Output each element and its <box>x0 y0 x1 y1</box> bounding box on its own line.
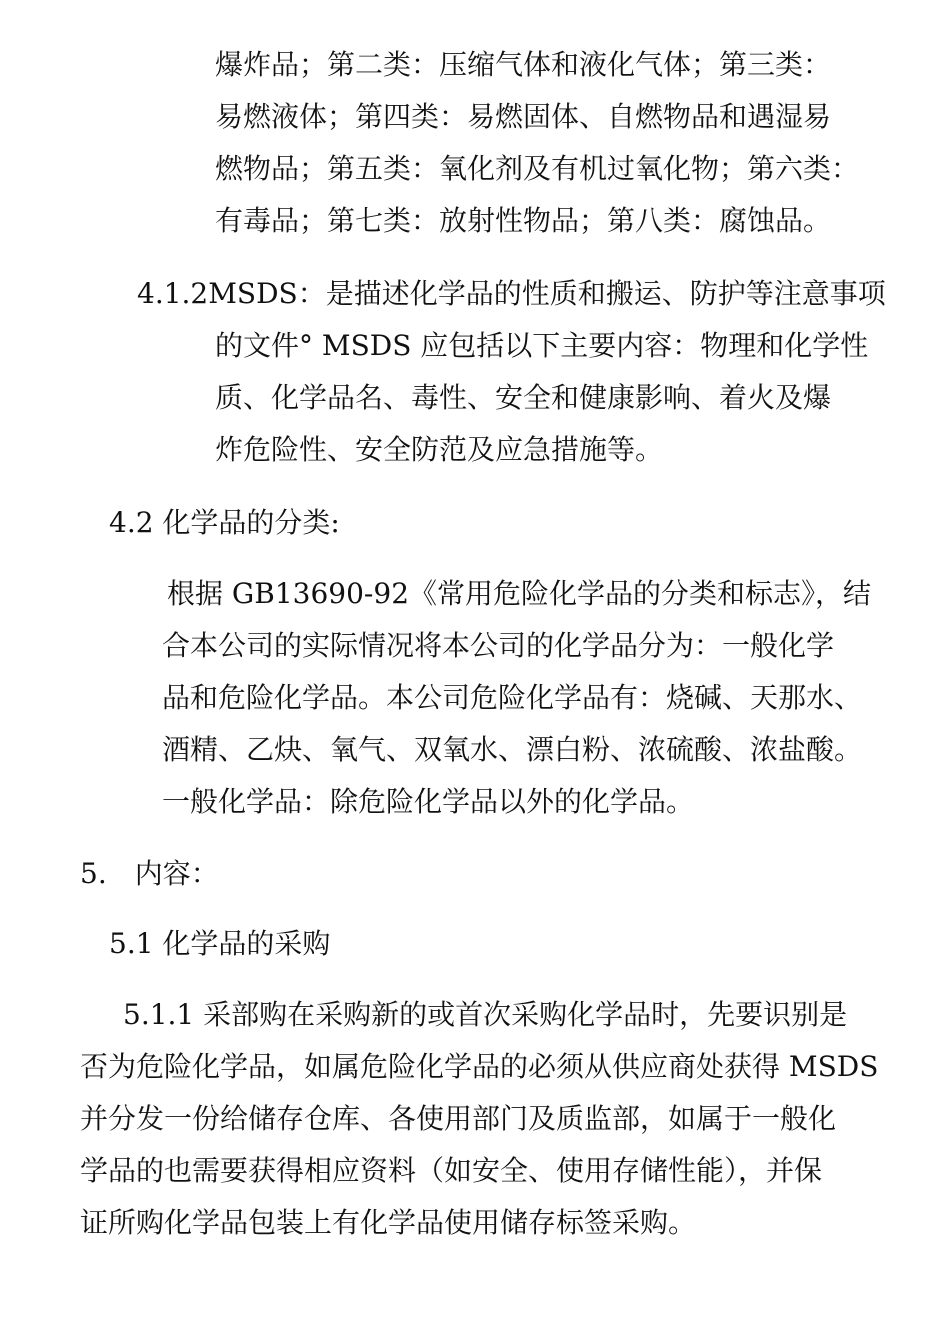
class-list-line: 易燃液体；第四类：易燃固体、自燃物品和遇湿易 <box>215 100 832 133</box>
class-list-line: 有毒品；第七类：放射性物品；第八类：腐蚀品。 <box>215 204 832 237</box>
procurement-paragraph-line: 并分发一份给储存仓库、各使用部门及质监部，如属于一般化 <box>80 1102 837 1135</box>
section-heading-5-1: 5.1 化学品的采购 <box>109 927 331 960</box>
section-heading-5: 5. 内容： <box>80 857 219 890</box>
classification-paragraph-line: 酒精、乙炔、氧气、双氧水、漂白粉、浓硫酸、浓盐酸。 <box>162 733 863 766</box>
classification-paragraph-line: 合本公司的实际情况将本公司的化学品分为：一般化学 <box>162 629 835 662</box>
msds-paragraph-line: 4.1.2MSDS：是描述化学品的性质和搬运、防护等注意事项 <box>137 277 886 310</box>
procurement-paragraph-line: 证所购化学品包装上有化学品使用储存标签采购。 <box>80 1206 697 1239</box>
procurement-paragraph-line: 5.1.1 采部购在采购新的或首次采购化学品时，先要识别是 <box>123 998 848 1031</box>
procurement-paragraph-line: 否为危险化学品，如属危险化学品的必须从供应商处获得 MSDS <box>80 1050 879 1083</box>
msds-paragraph-line: 质、化学品名、毒性、安全和健康影响、着火及爆 <box>215 381 832 414</box>
classification-paragraph-line: 一般化学品：除危险化学品以外的化学品。 <box>162 785 695 818</box>
classification-paragraph-line: 品和危险化学品。本公司危险化学品有：烧碱、天那水、 <box>162 681 863 714</box>
classification-paragraph-line: 根据 GB13690-92《常用危险化学品的分类和标志》，结 <box>167 577 872 610</box>
msds-paragraph-line: 炸危险性、安全防范及应急措施等。 <box>215 433 664 466</box>
section-heading-4-2: 4.2 化学品的分类: <box>109 506 340 539</box>
class-list-line: 燃物品；第五类：氧化剂及有机过氧化物；第六类： <box>215 152 860 185</box>
procurement-paragraph-line: 学品的也需要获得相应资料（如安全、使用存储性能），并保 <box>80 1154 823 1187</box>
msds-paragraph-line: 的文件° MSDS 应包括以下主要内容：物理和化学性 <box>215 329 869 362</box>
class-list-line: 爆炸品；第二类：压缩气体和液化气体；第三类： <box>215 48 832 81</box>
